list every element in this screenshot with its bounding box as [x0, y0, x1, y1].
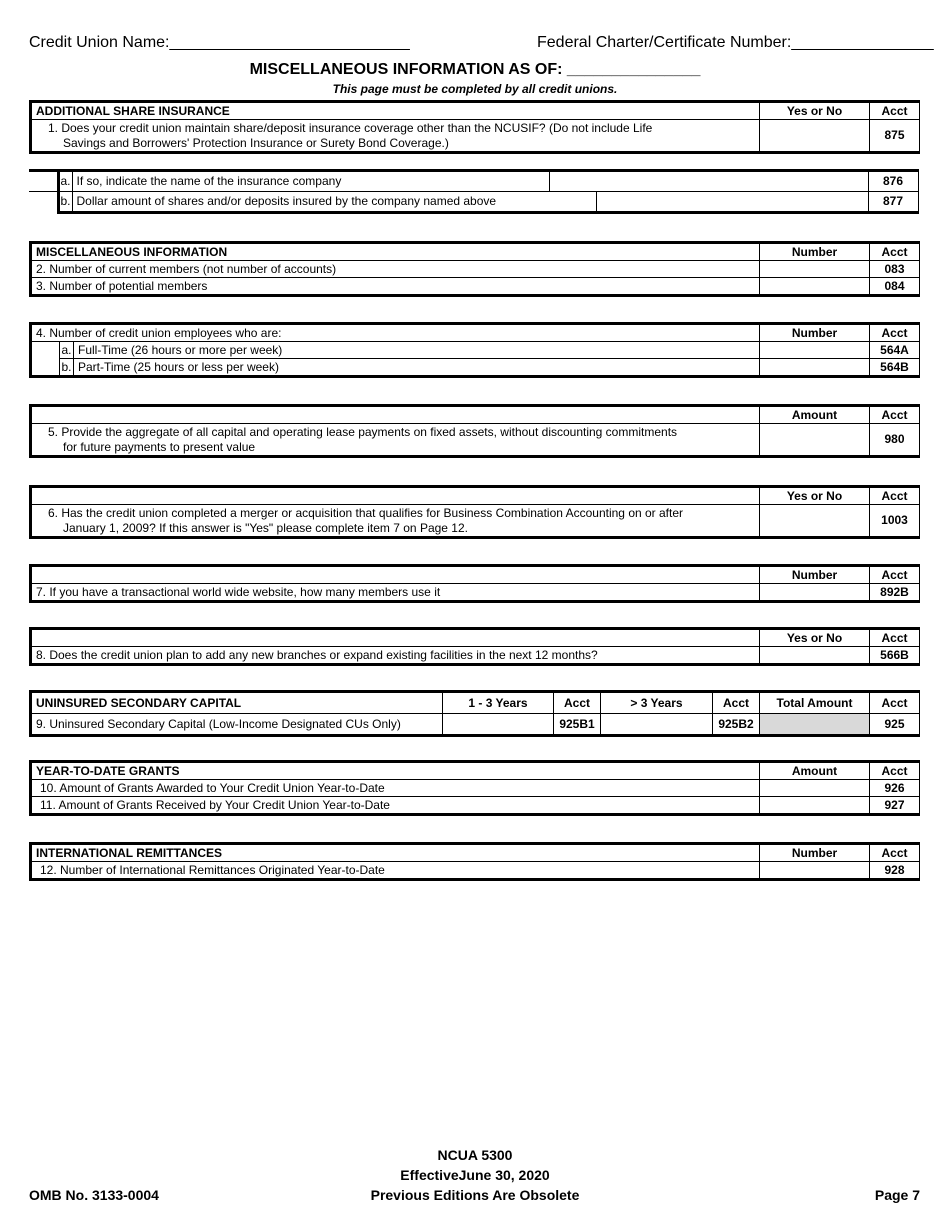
acct-927: 927: [870, 797, 920, 815]
insurance-company-table: [29, 169, 919, 214]
col-amount: Amount: [760, 762, 870, 780]
acct-564b: 564B: [870, 359, 920, 377]
acct-892b: 892B: [870, 584, 920, 602]
credit-union-name-label: Credit Union Name:___________________________: [29, 34, 410, 51]
item-b-letter: b.: [58, 192, 72, 213]
question-6: [31, 505, 760, 538]
charter-number-label: Federal Charter/Certificate Number:________________: [537, 34, 934, 51]
col-acct: Acct: [870, 487, 920, 505]
question-10: 10. Amount of Grants Awarded to Your Credit Union Year-to-Date: [31, 780, 760, 797]
acct-928: 928: [870, 862, 920, 880]
answer-1003-input[interactable]: [760, 505, 870, 538]
acct-564a: 564A: [870, 342, 920, 359]
answer-925b1-input[interactable]: [443, 714, 554, 736]
footer-page-number: Page 7: [874, 1187, 920, 1203]
col-acct: Acct: [870, 566, 920, 584]
col-number: Number: [760, 324, 870, 342]
remittances-heading: INTERNATIONAL REMITTANCES: [31, 844, 760, 862]
acct-925: 925: [870, 714, 920, 736]
question-1-line1: 1. Does your credit union maintain share/deposit insurance coverage other than the NCUSIF? (Do not include Life: [48, 120, 653, 135]
answer-926-input[interactable]: [760, 780, 870, 797]
acct-083: 083: [870, 261, 920, 278]
acct-084: 084: [870, 278, 920, 296]
item-a-text: Full-Time (26 hours or more per week): [74, 342, 760, 359]
merger-table: [29, 485, 920, 539]
footer-obsolete-notice: Previous Editions Are Obsolete: [370, 1187, 580, 1203]
acct-925b2: 925B2: [713, 714, 760, 736]
branches-table: [29, 627, 920, 666]
answer-084-input[interactable]: [760, 278, 870, 296]
col-amount: Amount: [760, 406, 870, 424]
answer-927-input[interactable]: [760, 797, 870, 815]
col-acct: Acct: [870, 844, 920, 862]
item-b-letter: b.: [60, 359, 74, 377]
acct-926: 926: [870, 780, 920, 797]
answer-892b-input[interactable]: [760, 584, 870, 602]
footer-form-number: NCUA 5300: [437, 1147, 513, 1163]
secondary-capital-table: [29, 690, 920, 737]
question-11: 11. Amount of Grants Received by Your Credit Union Year-to-Date: [31, 797, 760, 815]
answer-925b2-input[interactable]: [601, 714, 713, 736]
col-acct-2: Acct: [713, 692, 760, 714]
employees-table: [29, 322, 920, 378]
insurance-company-name-input[interactable]: [549, 171, 868, 192]
question-7: 7. If you have a transactional world wide website, how many members use it: [31, 584, 760, 602]
col-acct-1: Acct: [554, 692, 601, 714]
item-b-text: Dollar amount of shares and/or deposits insured by the company named above: [72, 192, 596, 213]
question-8: 8. Does the credit union plan to add any new branches or expand existing facilities in the next 12 months?: [31, 647, 760, 665]
col-yes-no: Yes or No: [760, 629, 870, 647]
item-b-text: Part-Time (25 hours or less per week): [74, 359, 760, 377]
grants-table: [29, 760, 920, 816]
insured-amount-input[interactable]: [596, 192, 868, 213]
acct-877: 877: [868, 192, 918, 213]
col-number: Number: [760, 566, 870, 584]
lease-table: [29, 404, 920, 458]
question-6-line2: January 1, 2009? If this answer is "Yes" please complete item 7 on Page 12.: [63, 520, 468, 535]
total-amount-shaded: [760, 714, 870, 736]
answer-564b-input[interactable]: [760, 359, 870, 377]
col-acct-3: Acct: [870, 692, 920, 714]
secondary-capital-heading: UNINSURED SECONDARY CAPITAL: [31, 692, 443, 714]
website-table: [29, 564, 920, 603]
answer-564a-input[interactable]: [760, 342, 870, 359]
question-5: [31, 424, 760, 457]
answer-980-input[interactable]: [760, 424, 870, 457]
question-2: 2. Number of current members (not number of accounts): [31, 261, 760, 278]
col-acct: Acct: [870, 406, 920, 424]
col-acct: Acct: [870, 629, 920, 647]
answer-928-input[interactable]: [760, 862, 870, 880]
acct-875: 875: [870, 120, 920, 153]
page-title: MISCELLANEOUS INFORMATION AS OF: _______________: [249, 61, 701, 78]
col-acct: Acct: [870, 243, 920, 261]
question-3: 3. Number of potential members: [31, 278, 760, 296]
col-number: Number: [760, 844, 870, 862]
question-5-line1: 5. Provide the aggregate of all capital and operating lease payments on fixed assets, without discounting commitments: [48, 424, 678, 439]
question-12: 12. Number of International Remittances Originated Year-to-Date: [31, 862, 760, 880]
acct-980: 980: [870, 424, 920, 457]
answer-083-input[interactable]: [760, 261, 870, 278]
col-acct: Acct: [870, 762, 920, 780]
footer-effective-date: EffectiveJune 30, 2020: [400, 1167, 550, 1183]
col-number: Number: [760, 243, 870, 261]
answer-875-input[interactable]: [760, 120, 870, 153]
share-insurance-table: [29, 100, 920, 154]
col-total-amount: Total Amount: [760, 692, 870, 714]
question-4: 4. Number of credit union employees who are:: [31, 324, 760, 342]
misc-info-table: [29, 241, 920, 297]
question-5-line2: for future payments to present value: [63, 439, 256, 454]
col-yes-no: Yes or No: [760, 102, 870, 120]
acct-1003: 1003: [870, 505, 920, 538]
col-acct: Acct: [870, 324, 920, 342]
acct-566b: 566B: [870, 647, 920, 665]
acct-876: 876: [868, 171, 918, 192]
item-a-text: If so, indicate the name of the insurance company: [72, 171, 549, 192]
question-6-line1: 6. Has the credit union completed a merger or acquisition that qualifies for Business Combination Accounting on or after: [48, 505, 684, 520]
col-acct: Acct: [870, 102, 920, 120]
col-yes-no: Yes or No: [760, 487, 870, 505]
acct-925b1: 925B1: [554, 714, 601, 736]
item-a-letter: a.: [61, 342, 72, 357]
share-insurance-heading: ADDITIONAL SHARE INSURANCE: [31, 102, 760, 120]
question-1: [31, 120, 760, 153]
remittances-table: [29, 842, 920, 881]
item-a-letter: a.: [58, 171, 72, 192]
footer-omb-number: OMB No. 3133-0004: [29, 1187, 159, 1203]
misc-info-heading: MISCELLANEOUS INFORMATION: [31, 243, 760, 261]
question-1-line2: Savings and Borrowers' Protection Insurance or Surety Bond Coverage.): [63, 135, 449, 150]
answer-566b-input[interactable]: [760, 647, 870, 665]
grants-heading: YEAR-TO-DATE GRANTS: [31, 762, 760, 780]
col-gt-3-years: > 3 Years: [601, 692, 713, 714]
page-subtitle: This page must be completed by all credit unions.: [332, 82, 618, 96]
question-9: 9. Uninsured Secondary Capital (Low-Income Designated CUs Only): [31, 714, 443, 736]
col-1-3-years: 1 - 3 Years: [443, 692, 554, 714]
